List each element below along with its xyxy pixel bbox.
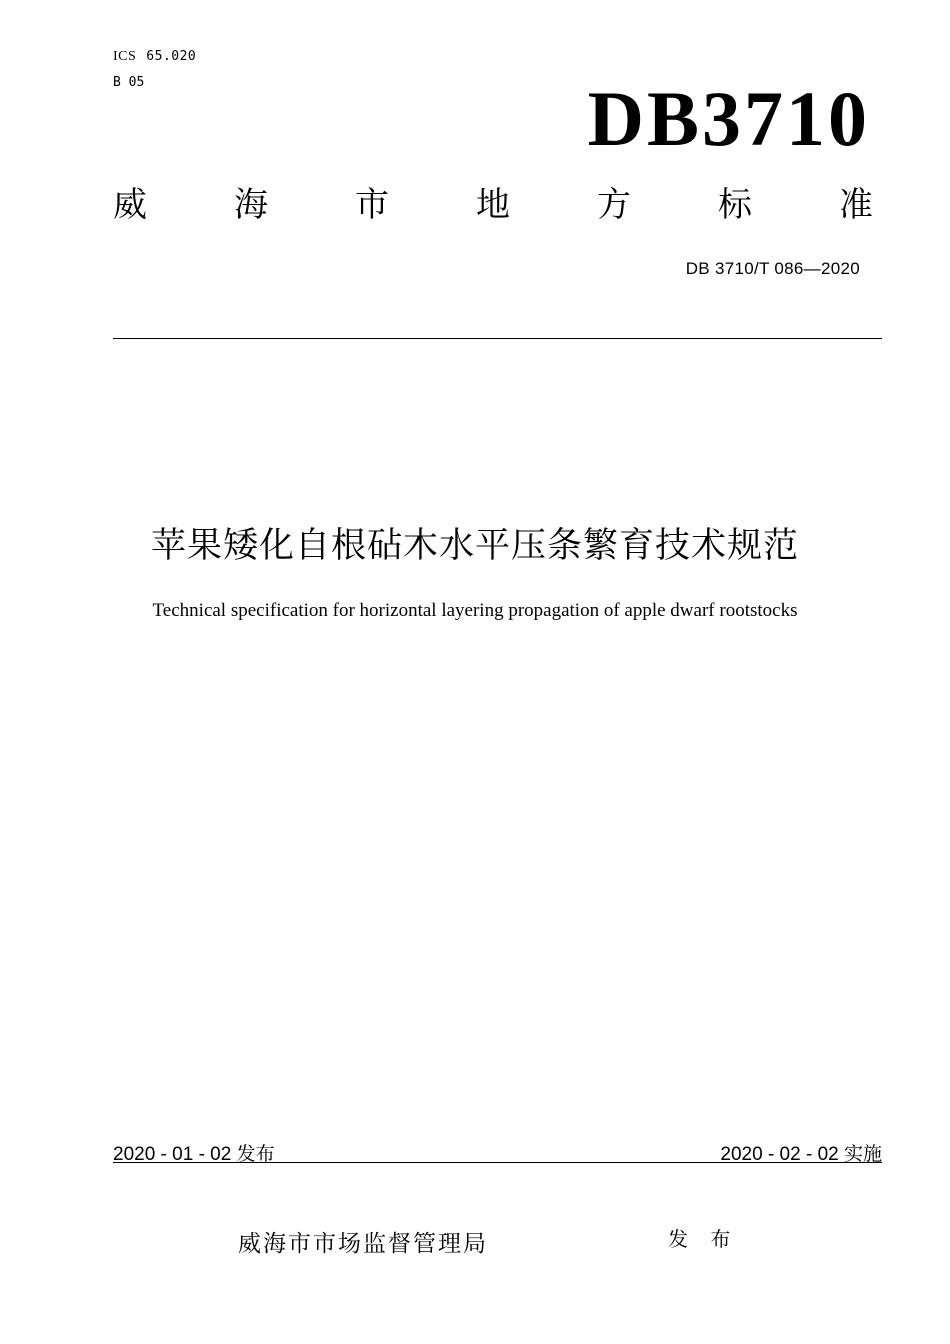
standard-type-char: 海: [234, 185, 268, 225]
standard-type-char: 地: [476, 185, 510, 225]
issuing-authority: 威海市市场监督管理局: [238, 1231, 488, 1257]
standard-type-char: 准: [839, 185, 873, 225]
db-code-heading: DB3710: [587, 75, 870, 162]
ccs-code: B 05: [113, 75, 145, 90]
header-divider: [113, 338, 882, 339]
standard-type: [113, 185, 873, 225]
standard-number: DB 3710/T 086—2020: [685, 259, 860, 278]
document-title-english: Technical specification for horizontal layering propagation of apple dwarf rootstocks: [152, 600, 798, 621]
footer-divider: [113, 1162, 882, 1163]
standard-type-char: 方: [597, 185, 631, 225]
standard-type-char: 威: [113, 185, 147, 225]
document-title-chinese: 苹果矮化自根砧木水平压条繁育技术规范: [150, 526, 799, 566]
ics-code: [113, 49, 196, 65]
issue-date: 2020 - 01 - 02 发布: [113, 1144, 275, 1165]
ics-value: 65.020: [146, 49, 197, 64]
publish-label: 发 布: [668, 1227, 739, 1251]
standard-type-char: 市: [355, 185, 389, 225]
implementation-date: 2020 - 02 - 02 实施: [720, 1144, 882, 1165]
ics-label: ICS: [113, 49, 137, 64]
standard-type-char: 标: [718, 185, 752, 225]
